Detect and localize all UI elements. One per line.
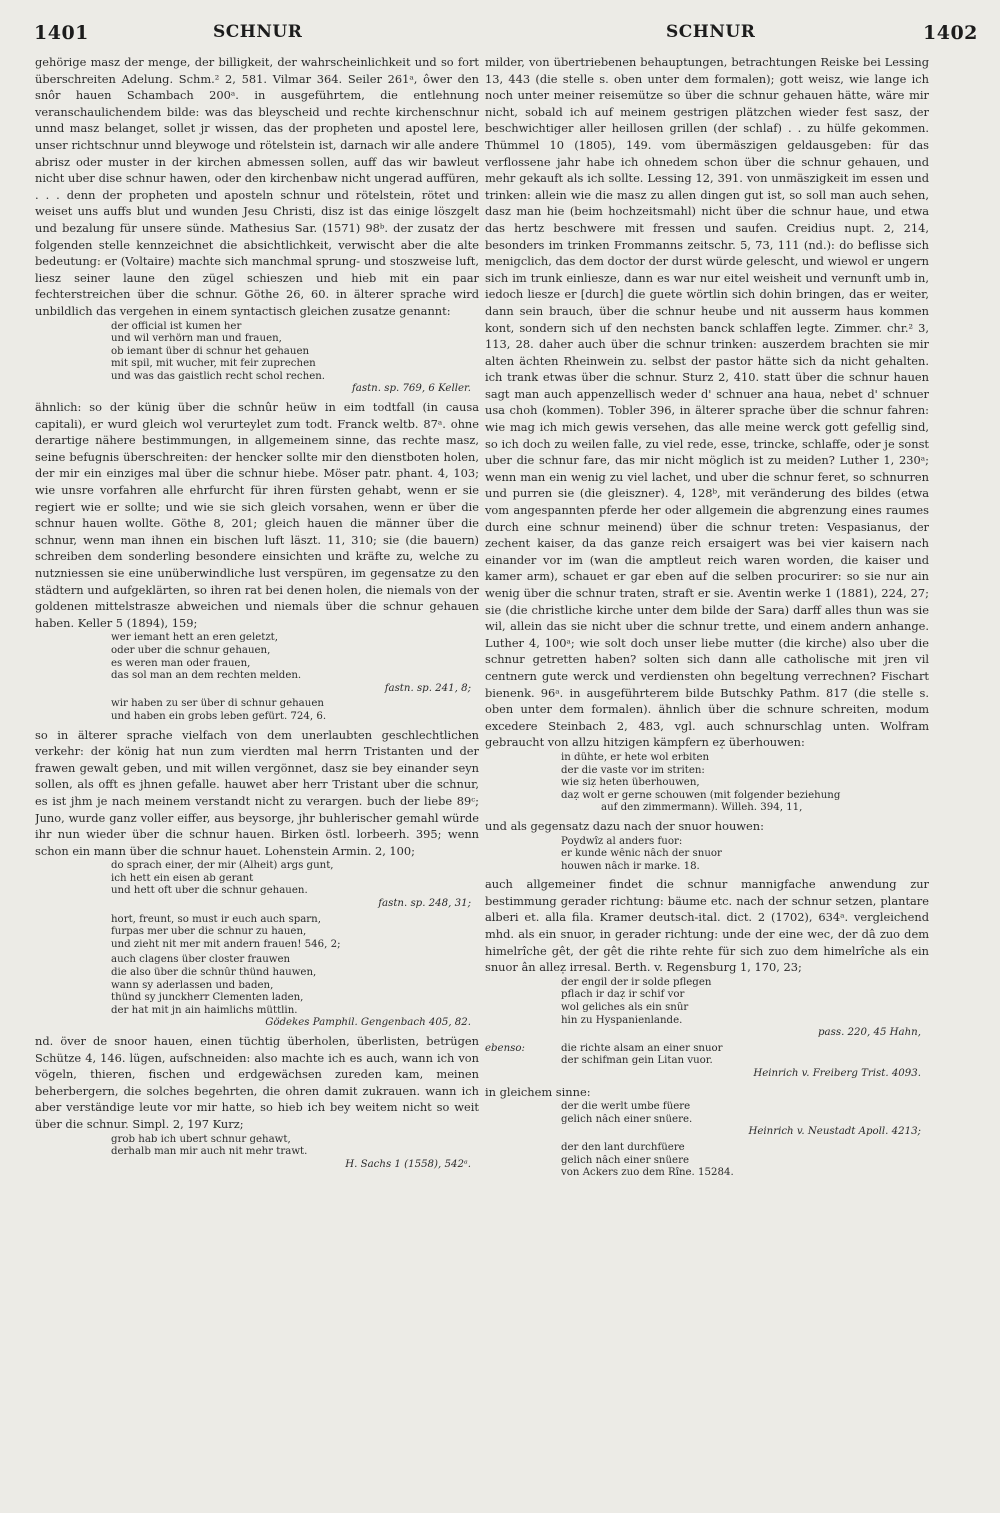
verse-line: und wil verhörn man und frauen, [111,333,282,345]
verse-quote [111,321,479,397]
entry-paragraph: und als gegensatz dazu nach der snuor houwen: [485,818,764,833]
verse-line: hort, freunt, so must ir euch auch sparn, [111,913,321,925]
verse-line: der engil der ir solde pflegen [561,976,712,988]
verse-line: wer iemant hett an eren geletzt, [111,632,279,644]
verse-quote [561,752,929,815]
verse-quote [111,914,479,952]
verse-line: thünd sy junckherr Clementen laden, [111,992,304,1004]
verse-quote [111,698,479,723]
verse-line: der den lant durchfüere [561,1141,685,1153]
verse-line: und was das gaistlich recht schol rechen. [111,370,326,382]
verse-line: er kunde wênic nâch der snuor [561,848,722,860]
verse-quote [561,977,929,1040]
verse-quote [561,1101,929,1139]
quote-source: fastn. sp. 769, 6 Keller. [352,383,471,395]
quote-source: fastn. sp. 241, 8; [384,682,471,694]
verse-quote [111,860,479,910]
verse-line: gelich nâch einer snüere. [561,1113,693,1125]
verse-line: ob iemant über di schnur het gehauen [111,345,310,357]
verse-line: wir haben zu ser über di schnur gehauen [111,698,324,710]
verse-line: der official ist kumen her [111,320,242,332]
side-label: ebenso: [485,1042,525,1054]
verse-line: do sprach einer, der mir (Alheit) args gunt, [111,860,334,872]
quote-source: fastn. sp. 248, 31; [378,898,471,910]
verse-quote [111,954,479,1030]
verse-line: das sol man an dem rechten melden. [111,670,302,682]
right-column [485,54,929,1504]
verse-line: grob hab ich ubert schnur gehawt, [111,1133,291,1145]
entry-paragraph: in gleichem sinne: [485,1084,591,1099]
verse-line: die richte alsam an einer snuor [561,1042,723,1054]
verse-line: der schifman gein Litan vuor. [561,1055,713,1067]
verse-line: von Ackers zuo dem Rîne. 15284. [561,1167,734,1179]
entry-paragraph: auch allgemeiner findet die schnur mannigfache anwendung zur bestimmung gerader richtung: bäume etc. nach der schnur setzen, plantare alberi et. alla fila. Kramer deutsch-ital. dict. 2 (1702), 634ᵃ. vergleichend mhd. als ein snuor, in gerader richtung: unde der eine wec, der dâ zuo dem himelrîche gêt, der gêt die rihte rehte für sich zuo dem himelrîche als ein snuor ân alleẓ irresal. Berth. v. Regensburg 1, 170, 23; [485,877,929,975]
entry-paragraph: ähnlich: so der künig über die schnûr heüw in eim todtfall (in causa capitali), er wurd gleich wol verurteylet zum todt. Franck weltb. 87ᵃ. ohne derartige nähere bestimmungen, in allgemeinem sinne, das rechte masz, seine befugnis überschreiten: der hencker sollte mir den dienstboten holen, der mir ein einziges mal über die schnur hiebe. Möser patr. phant. 4, 103; wie unsre vorfahren alle ehrfurcht für ihren fürsten gehabt, wenn er sie regiert wie er sollte; und wie sie sich gleich vorsahen, wenn er über die schnur hauen wollte. Göthe 8, 201; gleich hauen die männer über die schnur, wenn man ihnen ein bischen luft läszt. 11, 310; sie (die bauern) schreiben dem sonderling besondere einsichten und kräfte zu, welche zu nutzniessen sie eine unüberwindliche lust verspüren, im gegensatze zu den städtern und aufgeklärten, so ihren rat bei denen holen, die niemals von der goldenen mittelstrasze abweichen und niemals über die schnur gehauen haben. Keller 5 (1894), 159; [35,400,479,630]
verse-line: mit spil, mit wucher, mit feir zuprechen [111,358,316,370]
quote-source: Gödekes Pamphil. Gengenbach 405, 82. [265,1017,471,1029]
verse-quote [111,1134,479,1172]
right-page-number: 1402 [923,22,978,44]
verse-line: Poydwîz al anders fuor: [561,835,683,847]
left-running-head: SCHNUR [213,22,303,42]
entry-paragraph: gehörige masz der menge, der billigkeit, der wahrscheinlichkeit und so fort überschreiten Adelung. Schm.² 2, 581. Vilmar 364. Seiler 261ᵃ, ôwer den snôr hauen Schambach 200ᵃ. in ausgeführtem, die entlehnung veranschaulichendem bilde: was das bleyscheid und rechte kirchenschnur unnd masz belanget, sollet jr wissen, das der propheten und apostel lere, unser richtschnur unnd bleywoge und rötelstein ist, darnach wir alle andere abrisz oder muster in der kirchen abmessen sollen, auff das wir bawleut nicht uber dise schnur hawen, oder den kirchenbaw nicht ungerad auffüren, . . . denn der propheten und aposteln schnur und rötelstein, rötet und weiset uns auffs blut und wunden Jesu Christi, disz ist das einige löszgelt und bezalung für unsere sünde. Mathesius Sar. (1571) 98ᵇ. der zusatz der folgenden stelle kennzeichnet die absichtlichkeit, verwischt aber die alte bedeutung: er (Voltaire) machte sich manchmal sprung- und stoszweise luft, liesz seiner laune den zügel schieszen und hieb mit ein paar fechterstreichen über die schnur. Göthe 26, 60. in älterer sprache wird unbildlich das vergehen in einem syntactisch gleichen zusatze genannt: [35,55,479,318]
verse-line: wann sy aderlassen und baden, [111,979,274,991]
entry-paragraph: milder, von übertriebenen behauptungen, betrachtungen Reiske bei Lessing 13, 443 (die stelle s. oben unter dem formalen); gott weisz, wie lange ich noch unter meiner reisemütze so über die schnur gehauen hätte, wäre mir nicht, sobald ich auf meinem gestrigen plätzchen wieder fest sasz, der beschwichtiger aller heillosen grillen (der schlaf) . . zu hülfe gekommen. Thümmel 10 (1805), 149. vom übermäszigen geldausgeben: für das verflossene jahr habe ich ohnedem schon über die schnur gehauen, und mehr gekauft als ich sollte. Lessing 12, 391. von unmäszigkeit im essen und trinken: allein wie die masz zu allen dingen gut ist, so soll man auch sehen, dasz man hie (beim hochzeitsmahl) nicht über die schnur haue, und etwa das hertz beschwere mit fressen und saufen. Creidius nupt. 2, 214, besonders im trinken Frommanns zeitschr. 5, 73, 111 (nd.): do beflisse sich menigclich, das dem doctor der durst würde gelescht, und wiewol er ungern sich im trunk einliesze, dann es war nur eitel weisheit und vernunft umb in, iedoch liesze er [durch] die guete wörtlin sich dohin bringen, das er weiter, dann sein brauch, über die schnur heube und nit ausserm haus kommen kont, sondern sich uf den nechsten banck schlaffen legte. Zimmer. chr.² 3, 113, 28. daher auch über die schnur trinken: auszerdem brachten sie mir alten ächten Rheinwein zu. selbst der pastor hätte sich da nicht gehalten. ich trank etwas über die schnur. Sturz 2, 410. statt über die schnur hauen sagt man auch appenzellisch weder d' schnuer ana haua, nebet d' schnuer usa choh (kommen). Tobler 396, in älterer sprache über die schnur fahren: wie mag ich mich gewis versehen, das alle meine werck gott gefellig sind, so ich doch zu weilen falle, zu viel rede, esse, trincke, schlaffe, oder je sonst uber die schnur fare, das mir nicht möglich ist zu meiden? Luther 1, 230ᵃ; wenn man ein wenig zu viel lachet, und uber die schnur feret, so schnurren und purren sie (die gleiszner). 4, 128ᵇ, mit veränderung des bildes (etwa vom angespannten pferde her oder allgemein die abgrenzung eines raumes durch eine schnur meinend) über die schnur treten: Vespasianus, der zechent kaiser, da das ganze reich ersaigert was bei vier kaisern nach einander vor im (wan die amptleut reich waren worden, die kaiser und kamer arm), schauet er gar eben auf die selben procurirer: so sie nur ain wenig über die schnur traten, straft er sie. Aventin werke 1 (1881), 224, 27; sie (die christliche kirche unter dem bilde der Sara) darff alles thun was sie wil, allein das sie nicht uber die schnur trette, und einem andern anhange. Luther 4, 100ᵃ; wie solt doch unser liebe mutter (die kirche) also uber die schnur getretten haben? solten sich dann alle catholische mit jren vil centnern gute werck und verdiensten ohn begeltung verrechnen? Fischart bienenk. 96ᵃ. in ausgeführterem bilde Butschky Pathm. 817 (die stelle s. oben unter dem formalen). ähnlich über die schnure schreiten, modum excedere Steinbach 2, 483, vgl. auch schnurschlag unten. Wolfram gebraucht von allzu hitzigen kämpfern eẓ überhouwen: [485,55,929,750]
quote-source: H. Sachs 1 (1558), 542ᵃ. [345,1158,471,1170]
entry-paragraph: nd. över de snoor hauen, einen tüchtig überholen, überlisten, betrügen Schütze 4, 146. lügen, aufschneiden: also machte ich es auch, wann ich von vögeln, thieren, fischen und erdgewächsen zureden kam, meinen beherbergern, die solches begehrten, die ohren damit zukrauen. wann ich aber verständige leute vor mir hatte, so hieb ich bey weitem nicht so weit über die schnur. Simpl. 2, 197 Kurz; [35,1034,479,1131]
verse-line: auch clagens über closter frauwen [111,954,291,966]
verse-line: hin zu Hyspanienlande. [561,1014,683,1026]
verse-line: derhalb man mir auch nit mehr trawt. [111,1146,308,1158]
entry-paragraph: so in älterer sprache vielfach von dem unerlaubten geschlechtlichen verkehr: der könig hat nun zum vierdten mal herrn Tristanten und der frawen gewalt geben, und mit willen vergönnet, dasz sie bey einander seyn sollen, als offt es jhnen gefalle. hauwet aber herr Tristant uber die schnur, es ist jhm je nach meinem verstandt nicht zu verargen. buch der liebe 89ᶜ; Juno, wurde ganz voller eiffer, aus beysorge, jhr buhlerischer gemahl würde ihr nun wieder über die schnur hauen. Birken östl. lorbeerh. 395; wenn schon ein mann über die schnur hauet. Lohenstein Armin. 2, 100; [35,727,479,858]
verse-line: wol geliches als ein snûr [561,1002,689,1014]
left-column [35,54,479,1504]
verse-line: oder uber die schnur gehauen, [111,644,271,656]
verse-line: es weren man oder frauen, [111,657,251,669]
verse-line: der die vaste vor im striten: [561,764,705,776]
left-page-number: 1401 [34,22,89,44]
right-running-head: SCHNUR [666,22,756,42]
verse-line: in dûhte, er hete wol erbiten [561,751,710,763]
verse-line: pflach ir daẓ ir schif vor [561,989,685,1001]
verse-line: der hat mit jn ain haimlichs müttlin. [111,1004,298,1016]
verse-line: und zieht nit mer mit andern frauen! 546, 2; [111,938,341,950]
verse-line: houwen nâch ir marke. 18. [561,860,700,872]
verse-line: und hett oft uber die schnur gehauen. [111,885,308,897]
verse-line: gelich nâch einer snüere [561,1154,689,1166]
verse-quote [111,632,479,695]
quote-source: pass. 220, 45 Hahn, [818,1027,921,1039]
verse-line: wie siẓ heten überhouwen, [561,777,700,789]
verse-line: auf den zimmermann). Willeh. 394, 11, [601,802,803,814]
verse-quote [561,836,929,874]
verse-line: furpas mer uber die schnur zu hauen, [111,926,307,938]
verse-line: die also über die schnûr thünd hauwen, [111,967,317,979]
quote-source: Heinrich v. Neustadt Apoll. 4213; [748,1126,921,1138]
verse-line: der die werlt umbe füere [561,1101,691,1113]
verse-quote [561,1142,929,1180]
verse-quote [485,1042,929,1081]
quote-source: Heinrich v. Freiberg Trist. 4093. [753,1068,921,1079]
verse-line: daẓ wolt er gerne schouwen (mit folgender beziehung [561,789,841,801]
verse-line: ich hett ein eisen ab gerant [111,872,254,884]
verse-line: und haben ein grobs leben gefürt. 724, 6. [111,710,327,722]
